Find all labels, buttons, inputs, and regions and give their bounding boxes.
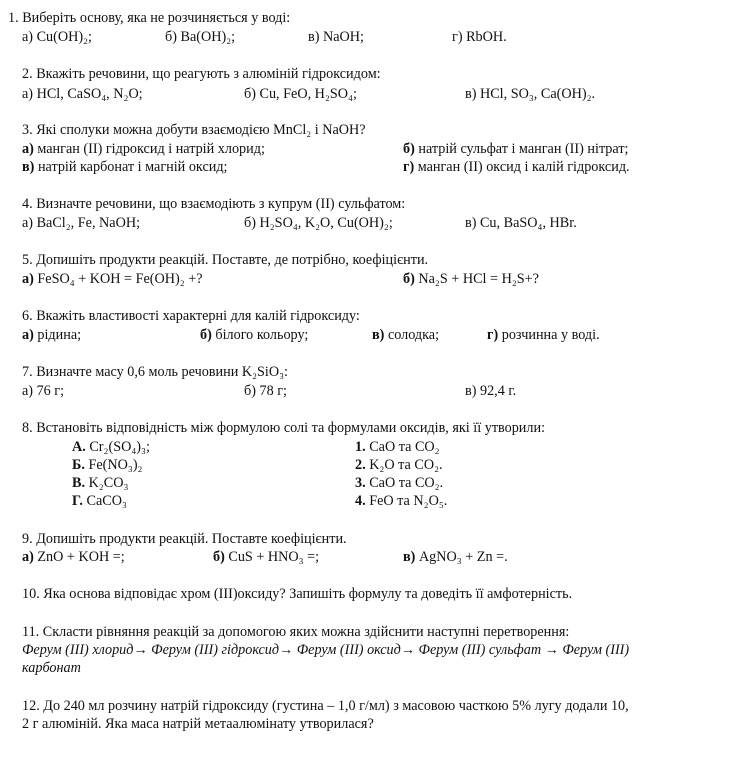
q6-option-c — [372, 327, 439, 344]
q6-option-a — [22, 327, 81, 344]
q10-title: 10. Яка основа відповідає хром (III)оксиду? Запишіть формулу та доведіть її амфотерність. — [22, 586, 573, 602]
q8-right-number: 2. — [355, 457, 366, 473]
q9-option-b-text: CuS + HNO₃ =; — [224, 549, 320, 565]
q3-option-b-text: натрій сульфат і манган (II) нітрат; — [414, 141, 629, 157]
q5-option-b-text: Na₂S + HCl = H₂S+? — [414, 271, 539, 287]
q8-left-text: Fe(NO₃)₂ — [84, 457, 143, 473]
q8-right-item — [355, 493, 447, 510]
q9-option-b — [213, 549, 319, 566]
q8-left-item — [72, 493, 127, 510]
q6-title: 6. Вкажіть властивості характерні для калій гідроксиду: — [22, 308, 360, 324]
q9-option-c-text: AgNO₃ + Zn =. — [415, 549, 508, 565]
q2-title: 2. Вкажіть речовини, що реагують з алюміній гідроксидом: — [22, 66, 381, 82]
q8-left-text: CaCO₃ — [82, 493, 127, 509]
q6-option-a-text: рідина; — [33, 327, 82, 343]
q3-title: 3. Які сполуки можна добути взаємодією MnCl₂ і NaOH? — [22, 122, 366, 138]
q7-option-b: б) 78 г; — [244, 383, 287, 399]
q8-right-text: FeO та N₂O₅. — [365, 493, 448, 509]
q6-option-d-text: розчинна у воді. — [498, 327, 600, 343]
q6-option-b-letter: б) — [200, 327, 212, 343]
q8-right-item — [355, 475, 443, 492]
q3-option-c-text: натрій карбонат і магній оксид; — [34, 159, 228, 175]
q11-chain-line2: карбонат — [22, 660, 81, 676]
q6-option-b — [200, 327, 308, 344]
q8-right-number: 1. — [355, 439, 366, 455]
q5-option-a — [22, 271, 203, 288]
q8-left-item — [72, 475, 128, 492]
q9-option-a-text: ZnO + KOH =; — [33, 549, 125, 565]
q2-option-b: б) Cu, FeO, H₂SO₄; — [244, 86, 357, 102]
q9-option-b-letter: б) — [213, 549, 225, 565]
q8-title: 8. Встановіть відповідність між формулою солі та формулами оксидів, які її утворили: — [22, 420, 546, 436]
q3-option-a-letter: а) — [22, 141, 34, 157]
q4-option-a: а) BaCl₂, Fe, NaOH; — [22, 215, 141, 231]
q8-left-text: K₂CO₃ — [85, 475, 129, 491]
q6-option-c-letter: в) — [372, 327, 385, 343]
q2-option-c: в) HCl, SO₃, Ca(OH)₂. — [465, 86, 596, 102]
q5-option-b-letter: б) — [403, 271, 415, 287]
q1-title: 1. Виберіть основу, яка не розчиняється у воді: — [8, 10, 291, 26]
q6-option-b-text: білого кольору; — [211, 327, 309, 343]
q8-left-letter: А. — [72, 439, 86, 455]
q7-title: 7. Визначте масу 0,6 моль речовини K₂SiO₃: — [22, 364, 288, 380]
q5-option-a-letter: а) — [22, 271, 34, 287]
q6-option-d-letter: г) — [487, 327, 499, 343]
q2-option-a: а) HCl, CaSO₄, N₂O; — [22, 86, 143, 102]
q12-text-line2: 2 г алюміній. Яка маса натрій метаалюмінату утворилася? — [22, 716, 374, 732]
q4-option-c: в) Cu, BaSO₄, HBr. — [465, 215, 577, 231]
q9-option-c — [403, 549, 508, 566]
q1-option-a: а) Cu(OH)₂; — [22, 29, 92, 45]
q6-option-d — [487, 327, 600, 344]
q4-option-b: б) H₂SO₄, K₂O, Cu(OH)₂; — [244, 215, 393, 231]
q8-left-item — [72, 439, 150, 456]
q7-option-a: а) 76 г; — [22, 383, 65, 399]
q5-option-a-text: FeSO₄ + KOH = Fe(OH)₂ +? — [33, 271, 203, 287]
q1-option-c: в) NaOH; — [308, 29, 364, 45]
q8-right-text: CaO та CO₂. — [365, 475, 444, 491]
q8-left-item — [72, 457, 143, 474]
q3-option-b — [403, 141, 628, 158]
q5-option-b — [403, 271, 539, 288]
q3-option-d — [403, 159, 630, 176]
q3-option-c — [22, 159, 228, 176]
q8-right-item — [355, 439, 440, 456]
q8-right-number: 4. — [355, 493, 366, 509]
q6-option-a-letter: а) — [22, 327, 34, 343]
q5-title: 5. Допишіть продукти реакцій. Поставте, де потрібно, коефіцієнти. — [22, 252, 429, 268]
q8-left-letter: В. — [72, 475, 86, 491]
q8-right-item — [355, 457, 443, 474]
q3-option-d-letter: г) — [403, 159, 415, 175]
q9-option-a — [22, 549, 125, 566]
q12-text-line1: 12. До 240 мл розчину натрій гідроксиду (густина – 1,0 г/мл) з масовою часткою 5% лугу додали 10, — [22, 698, 629, 714]
q11-title: 11. Скласти рівняння реакцій за допомогою яких можна здійснити наступні перетворення: — [22, 624, 570, 640]
q9-title: 9. Допишіть продукти реакцій. Поставте коефіцієнти. — [22, 531, 347, 547]
q8-left-text: Cr₂(SO₄)₃; — [85, 439, 150, 455]
q4-title: 4. Визначте речовини, що взаємодіють з купрум (II) сульфатом: — [22, 196, 406, 212]
q8-right-text: CaO та CO₂ — [365, 439, 440, 455]
q8-right-number: 3. — [355, 475, 366, 491]
q1-option-b: б) Ba(OH)₂; — [165, 29, 236, 45]
q8-left-letter: Б. — [72, 457, 85, 473]
q7-option-c: в) 92,4 г. — [465, 383, 517, 399]
q9-option-a-letter: а) — [22, 549, 34, 565]
q3-option-a-text: манган (II) гідроксид і натрій хлорид; — [33, 141, 265, 157]
q3-option-c-letter: в) — [22, 159, 35, 175]
q8-left-letter: Г. — [72, 493, 83, 509]
q3-option-a — [22, 141, 265, 158]
q11-chain-line1: Ферум (III) хлорид→ Ферум (III) гідроксид→ Ферум (III) оксид→ Ферум (III) сульфат → Ферум (III) — [22, 642, 630, 658]
q3-option-b-letter: б) — [403, 141, 415, 157]
q9-option-c-letter: в) — [403, 549, 416, 565]
q6-option-c-text: солодка; — [384, 327, 440, 343]
q1-option-d: г) RbOH. — [452, 29, 507, 45]
q3-option-d-text: манган (II) оксид і калій гідроксид. — [414, 159, 630, 175]
q8-right-text: K₂O та CO₂. — [365, 457, 443, 473]
